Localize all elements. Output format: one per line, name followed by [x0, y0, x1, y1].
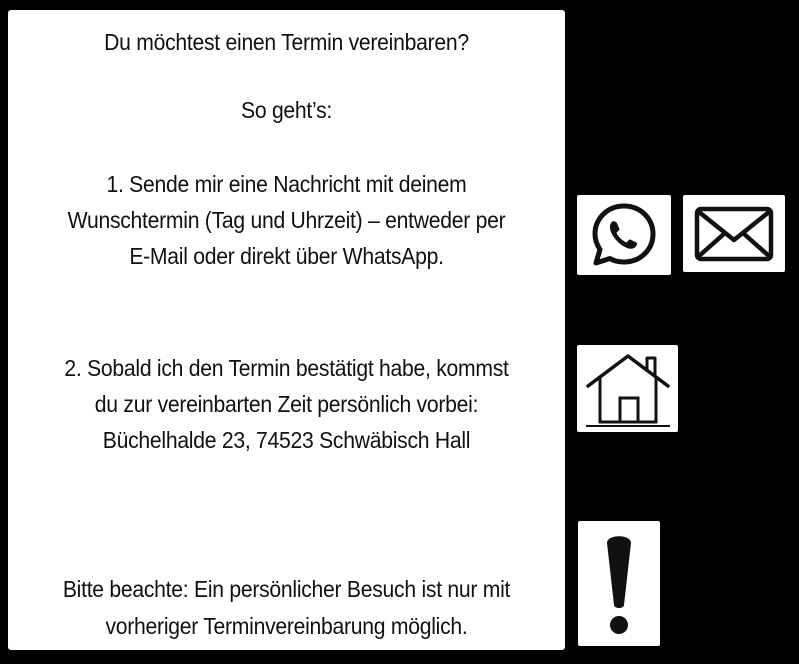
step2-address: Büchelhalde 23, 74523 Schwäbisch Hall: [102, 427, 471, 453]
email-tile[interactable]: [683, 195, 785, 272]
home-tile: [577, 345, 678, 432]
step1-line1: 1. Sende mir eine Nachricht mit deinem: [106, 171, 467, 197]
warning-tile: [578, 521, 660, 646]
whatsapp-icon: [589, 200, 659, 270]
intro-question: Du möchtest einen Termin vereinbaren?: [104, 29, 469, 55]
step2-line2: du zur vereinbarten Zeit persönlich vorbei:: [94, 391, 479, 417]
notice-line1: Bitte beachte: Ein persönlicher Besuch ist nur mit: [62, 576, 511, 602]
exclamation-icon: [599, 529, 639, 639]
whatsapp-tile[interactable]: [577, 195, 671, 275]
house-icon: [582, 350, 674, 428]
info-card: [8, 10, 565, 650]
notice-line2: vorheriger Terminvereinbarung möglich.: [105, 613, 468, 639]
envelope-icon: [694, 206, 774, 262]
step2-line1: 2. Sobald ich den Termin bestätigt habe, kommst: [64, 355, 509, 381]
step1-line3: E-Mail oder direkt über WhatsApp.: [129, 243, 444, 269]
howto-heading: So geht’s:: [241, 97, 332, 123]
step1-line2: Wunschtermin (Tag und Uhrzeit) – entweder per: [67, 207, 506, 233]
